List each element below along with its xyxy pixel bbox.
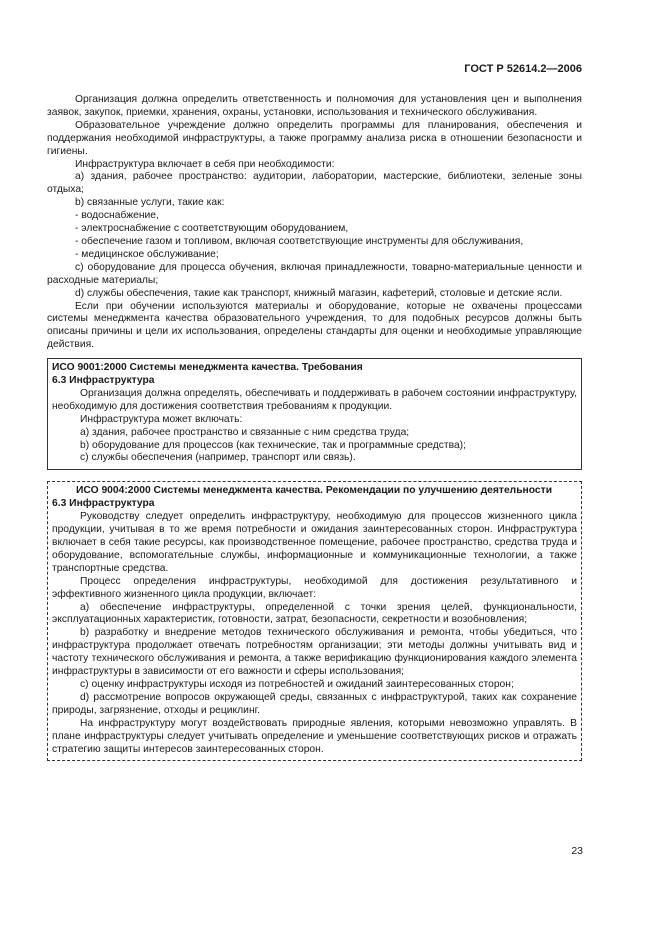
iso9001-box (47, 358, 582, 470)
intro-paragraph: Образовательное учреждение должно определить программы для планирования, обеспечения и поддержания необходимой инфраструктуры, а также программу анализа риска в отношении безопасности и гигиены. (47, 119, 582, 157)
iso9001-paragraph: Организация должна определять, обеспечивать и поддерживать в рабочем состоянии инфраструктуру, необходимую для достижения соответствия требованиям к продукции. (52, 387, 577, 412)
iso9001-list-item: b) оборудование для процессов (как технические, так и программные средства); (80, 439, 466, 451)
iso9004-list-item: с) оценку инфраструктуры исходя из потребностей и ожиданий заинтересованных сторон; (80, 678, 514, 690)
sub-list-item: - медицинское обслуживание; (75, 248, 219, 260)
sub-list-item: - водоснабжение, (75, 210, 159, 222)
iso9001-section-heading: 6.3 Инфраструктура (52, 375, 155, 387)
intro-paragraph: Инфраструктура включает в себя при необходимости: (75, 158, 335, 170)
iso9001-list-item: а) здания, рабочее пространство и связанные с ним средства труда; (80, 426, 410, 438)
iso9004-list-item: b) разработку и внедрение методов технического обслуживания и ремонта, чтобы убедиться, что инфраструктура продолжает отвечать потребностям организации; эти методы должны учитывать вид и частоту технического обслуживания и ремонта, а также верификацию функционирования каждого элемента инфраструктуры в зависимости от его важности и сферы использования; (52, 627, 577, 678)
iso9004-paragraph: Процесс определения инфраструктуры, необходимой для достижения результативного и эффективного жизненного цикла продукции, включает: (52, 575, 577, 600)
iso9004-list-item: а) обеспечение инфраструктуры, определенной с точки зрения целей, функциональности, эксплуатационных характеристик, готовности, затрат, безопасности, секретности и возобновления; (52, 601, 577, 626)
intro-paragraph: Если при обучении используются материалы и оборудование, которые не охвачены процессами системы менеджмента качества образовательного учреждения, то для подобных ресурсов должны быть описаны причины и цели их использования, определены стандарты для оценки и необходимые управляющие действия. (47, 300, 582, 351)
iso9004-paragraph: На инфраструктуру могут воздействовать природные явления, которыми невозможно управлять. В плане инфраструктуры следует учитывать определение и уменьшение соответствующих рисков и отражать стратегию защиты интересов заинтересованных сторон. (52, 717, 577, 755)
page-number: 23 (571, 845, 583, 857)
list-item: d) службы обеспечения, такие как транспорт, книжный магазин, кафетерий, столовые и детские ясли. (75, 287, 563, 299)
sub-list-item: - обеспечение газом и топливом, включая соответствующие инструменты для обслуживания, (75, 235, 524, 247)
iso9001-paragraph: Инфраструктура может включать: (80, 413, 243, 425)
iso9001-list-item: с) службы обеспечения (например, транспорт или связь). (80, 452, 356, 464)
page-content (47, 94, 582, 761)
iso9004-section-heading: 6.3 Инфраструктура (52, 498, 155, 510)
iso9004-list-item: d) рассмотрение вопросов окружающей среды, связанных с инфраструктурой, таких как сохранение природы, загрязнение, отходы и рециклинг. (52, 691, 577, 716)
sub-list-item: - электроснабжение с соответствующим оборудованием, (75, 223, 349, 235)
list-item: b) связанные услуги, такие как: (75, 197, 225, 209)
list-item: а) здания, рабочее пространство: аудитории, лаборатории, мастерские, библиотеки, зеленые зоны отдыха; (47, 171, 582, 196)
iso9004-title: ИСО 9004:2000 Системы менеджмента качества. Рекомендации по улучшению деятельности (76, 485, 553, 497)
iso9004-box (47, 481, 582, 761)
document-header: ГОСТ Р 52614.2—2006 (464, 63, 582, 75)
iso9001-title: ИСО 9001:2000 Системы менеджмента качества. Требования (52, 362, 363, 374)
list-item: с) оборудование для процесса обучения, включая принадлежности, товарно-материальные ценности и расходные материалы; (47, 261, 582, 286)
iso9004-paragraph: Руководству следует определить инфраструктуру, необходимую для процессов жизненного цикла продукции, учитывая в то же время потребности и ожидания заинтересованных сторон. Инфраструктура включает в себя такие ресурсы, как производственное помещение, рабочее пространство, средства труда и оборудование, вспомогательные службы, информационные и коммуникационные технологии, а также транспортные средства. (52, 511, 577, 574)
intro-paragraph: Организация должна определить ответственность и полномочия для установления цен и выполнения заявок, закупок, приемки, хранения, охраны, установки, использования и технического обслуживания. (47, 94, 582, 118)
